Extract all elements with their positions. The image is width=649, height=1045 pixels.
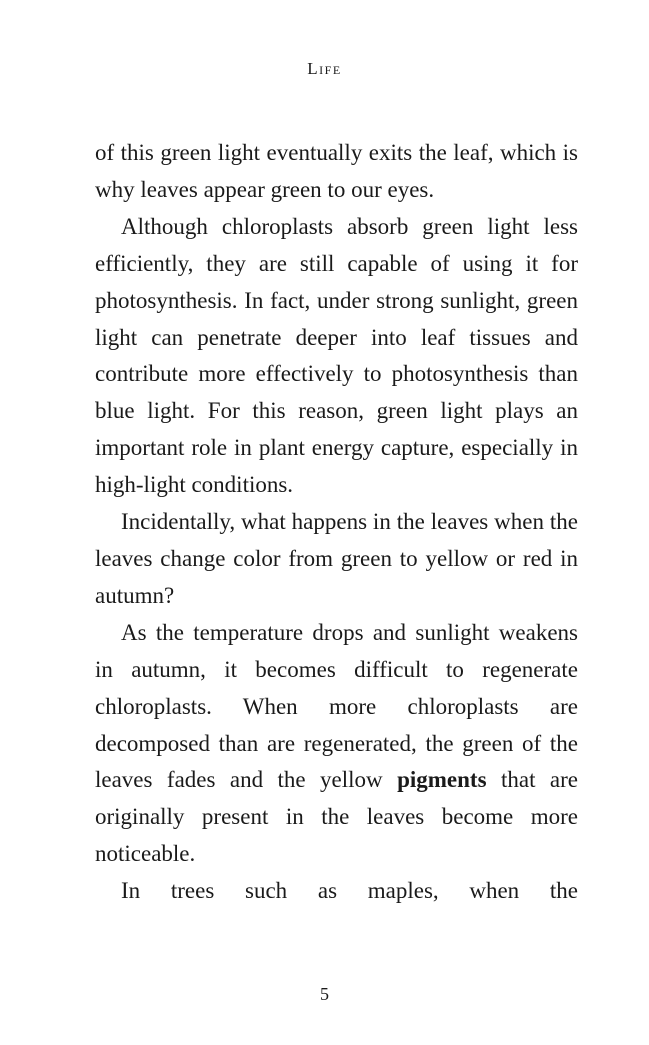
body-text xyxy=(95,135,578,910)
paragraph-text-after: that are originally present in the leaves become more noticeable. xyxy=(95,767,578,867)
paragraph-temperature-drops xyxy=(95,615,578,873)
paragraph-green-light: Although chloroplasts absorb green light less efficiently, they are still capable of using it for photosynthesis. In fact, under strong sunlight, green light can penetrate deeper into leaf tissues and contribute more effectively to photosynthesis than blue light. For this reason, green light plays an important role in plant energy capture, especially in high-light conditions. xyxy=(95,213,578,498)
paragraph-autumn-question: Incidentally, what happens in the leaves when the leaves change color from green to yellow or red in autumn? xyxy=(95,509,578,608)
paragraph-text-before: As the temperature drops and sunlight weakens in autumn, it becomes difficult to regenerate chloroplasts. When more chloroplasts are decomposed than are regenerated, the green of the leaves fades and the yellow xyxy=(95,619,578,793)
bold-term-pigments: pigments xyxy=(397,767,487,793)
paragraph-maples: In trees such as maples, when the xyxy=(121,878,578,904)
running-head: Life xyxy=(307,59,342,78)
page-number: 5 xyxy=(320,984,329,1004)
paragraph-continued: of this green light eventually exits the leaf, which is why leaves appear green to our eyes. xyxy=(95,140,578,202)
